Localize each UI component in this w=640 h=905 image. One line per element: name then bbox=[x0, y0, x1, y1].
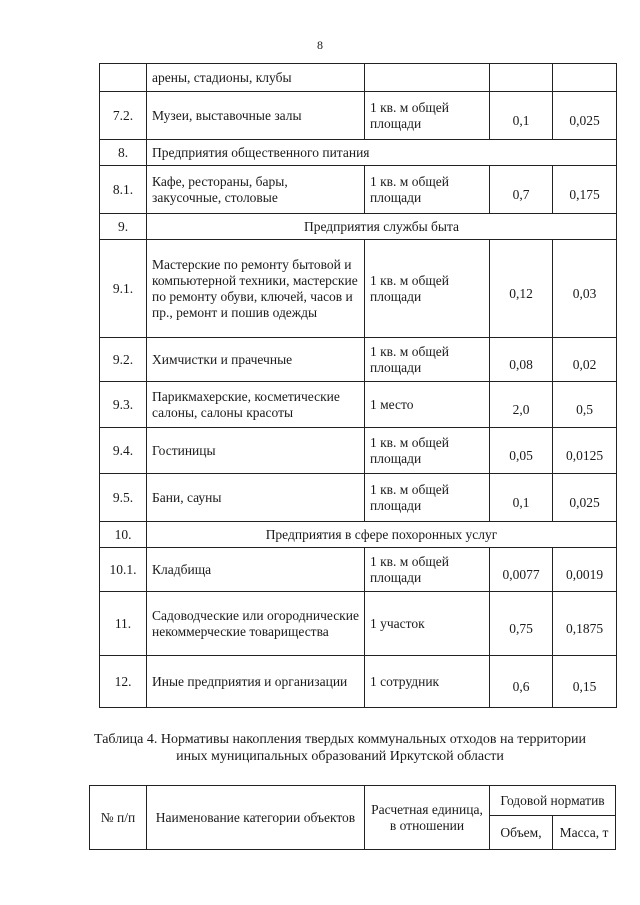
table4-header bbox=[89, 785, 616, 850]
row-number: 9.5. bbox=[100, 474, 147, 522]
section-title: Предприятия службы быта bbox=[147, 214, 617, 240]
page-number: 8 bbox=[317, 38, 323, 52]
calc-unit: 1 кв. м общей площади bbox=[365, 338, 490, 382]
mass-value: 0,025 bbox=[553, 474, 617, 522]
section-row bbox=[100, 522, 617, 548]
mass-value: 0,02 bbox=[553, 338, 617, 382]
category-name: Садоводческие или огороднические некоммерческие товарищества bbox=[147, 592, 365, 656]
category-name: Мастерские по ремонту бытовой и компьютерной техники, мастерские по ремонту обуви, ключей, часов и пр., ремонт и пошив одежды bbox=[147, 240, 365, 338]
table-row bbox=[100, 382, 617, 428]
calc-unit: 1 участок bbox=[365, 592, 490, 656]
section-title: Предприятия общественного питания bbox=[147, 140, 617, 166]
table-row bbox=[100, 592, 617, 656]
row-number: 8. bbox=[100, 140, 147, 166]
row-number: 9. bbox=[100, 214, 147, 240]
volume-value: 0,05 bbox=[490, 428, 553, 474]
table-row bbox=[100, 656, 617, 708]
mass-value: 0,0019 bbox=[553, 548, 617, 592]
row-number: 9.1. bbox=[100, 240, 147, 338]
table-row bbox=[100, 92, 617, 140]
calc-unit: 1 место bbox=[365, 382, 490, 428]
calc-unit: 1 кв. м общей площади bbox=[365, 166, 490, 214]
category-name: арены, стадионы, клубы bbox=[147, 64, 365, 92]
volume-value: 0,7 bbox=[490, 166, 553, 214]
row-number: 8.1. bbox=[100, 166, 147, 214]
calc-unit: 1 кв. м общей площади bbox=[365, 92, 490, 140]
calc-unit: 1 кв. м общей площади bbox=[365, 240, 490, 338]
header-name: Наименование категории объектов bbox=[147, 786, 365, 850]
row-number: 10. bbox=[100, 522, 147, 548]
mass-value: 0,0125 bbox=[553, 428, 617, 474]
volume-value: 0,6 bbox=[490, 656, 553, 708]
row-number: 7.2. bbox=[100, 92, 147, 140]
volume-value: 0,75 bbox=[490, 592, 553, 656]
category-name: Иные предприятия и организации bbox=[147, 656, 365, 708]
volume-value: 0,12 bbox=[490, 240, 553, 338]
mass-value: 0,025 bbox=[553, 92, 617, 140]
header-num: № п/п bbox=[90, 786, 147, 850]
table-row bbox=[100, 338, 617, 382]
category-name: Кладбища bbox=[147, 548, 365, 592]
mass-value: 0,1875 bbox=[553, 592, 617, 656]
calc-unit: 1 кв. м общей площади bbox=[365, 474, 490, 522]
header-unit: Расчетная единица, в отношении bbox=[365, 786, 490, 850]
volume-value: 0,1 bbox=[490, 474, 553, 522]
category-name: Музеи, выставочные залы bbox=[147, 92, 365, 140]
calc-unit: 1 кв. м общей площади bbox=[365, 428, 490, 474]
table-row bbox=[100, 548, 617, 592]
table-row bbox=[100, 428, 617, 474]
calc-unit bbox=[365, 64, 490, 92]
norms-table bbox=[99, 63, 617, 708]
volume-value bbox=[490, 64, 553, 92]
row-number: 9.2. bbox=[100, 338, 147, 382]
calc-unit: 1 сотрудник bbox=[365, 656, 490, 708]
category-name: Химчистки и прачечные bbox=[147, 338, 365, 382]
category-name: Гостиницы bbox=[147, 428, 365, 474]
volume-value: 0,1 bbox=[490, 92, 553, 140]
table-row bbox=[100, 166, 617, 214]
mass-value: 0,15 bbox=[553, 656, 617, 708]
row-number: 12. bbox=[100, 656, 147, 708]
table-row bbox=[100, 64, 617, 92]
mass-value: 0,175 bbox=[553, 166, 617, 214]
header-volume: Объем, bbox=[490, 816, 553, 850]
category-name: Кафе, рестораны, бары, закусочные, столовые bbox=[147, 166, 365, 214]
row-number bbox=[100, 64, 147, 92]
calc-unit: 1 кв. м общей площади bbox=[365, 548, 490, 592]
mass-value: 0,03 bbox=[553, 240, 617, 338]
category-name: Бани, сауны bbox=[147, 474, 365, 522]
header-mass: Масса, т bbox=[553, 816, 616, 850]
section-title: Предприятия в сфере похоронных услуг bbox=[147, 522, 617, 548]
mass-value bbox=[553, 64, 617, 92]
row-number: 9.4. bbox=[100, 428, 147, 474]
volume-value: 0,08 bbox=[490, 338, 553, 382]
section-row bbox=[100, 214, 617, 240]
table4-caption: Таблица 4. Нормативы накопления твердых коммунальных отходов на территории иных муниципальных образований Иркутской области bbox=[94, 732, 586, 764]
row-number: 11. bbox=[100, 592, 147, 656]
volume-value: 0,0077 bbox=[490, 548, 553, 592]
row-number: 9.3. bbox=[100, 382, 147, 428]
header-annual: Годовой норматив bbox=[490, 786, 616, 816]
row-number: 10.1. bbox=[100, 548, 147, 592]
section-row bbox=[100, 140, 617, 166]
table-row bbox=[100, 474, 617, 522]
table-row bbox=[100, 240, 617, 338]
mass-value: 0,5 bbox=[553, 382, 617, 428]
volume-value: 2,0 bbox=[490, 382, 553, 428]
category-name: Парикмахерские, косметические салоны, салоны красоты bbox=[147, 382, 365, 428]
